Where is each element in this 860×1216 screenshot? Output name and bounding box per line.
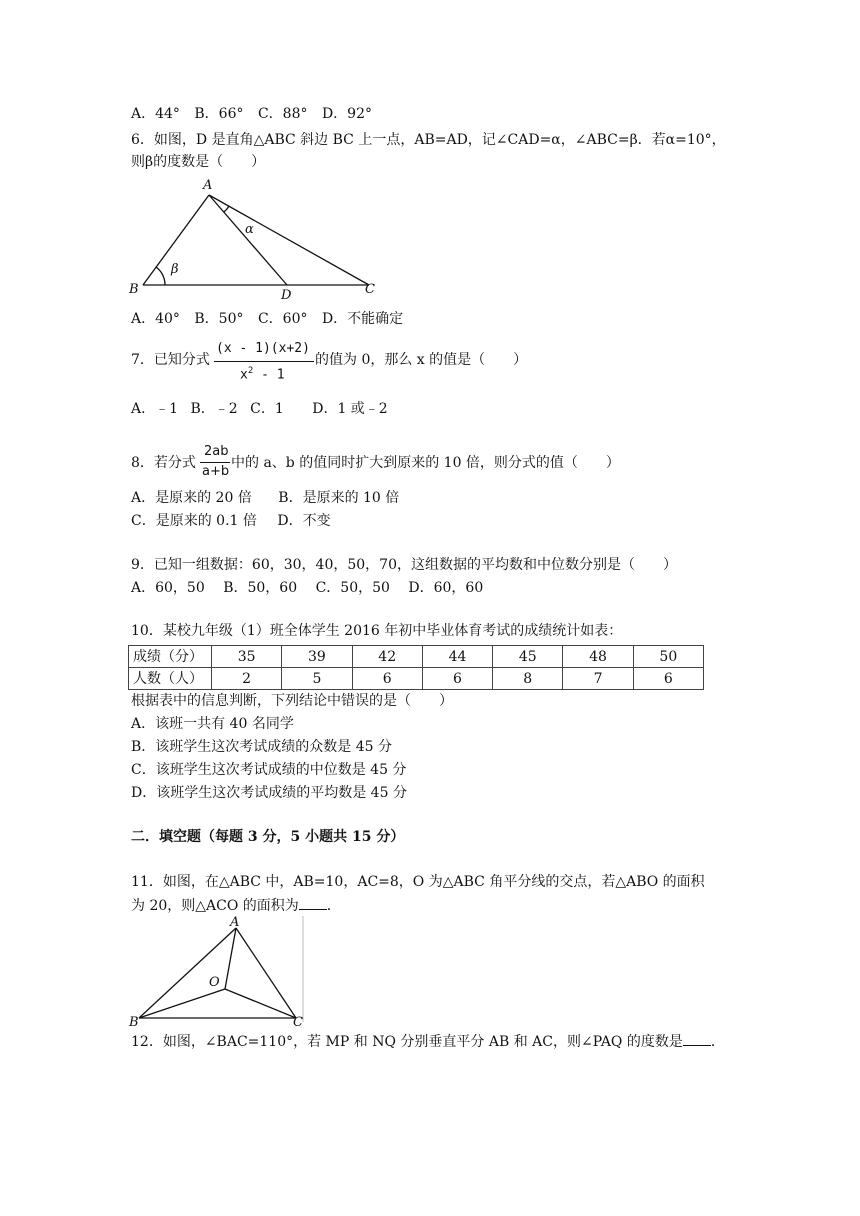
q12-end: ． [710, 1034, 725, 1050]
table-cell: 2 [212, 668, 282, 690]
q7-denominator-base: x [240, 367, 248, 383]
q8-option-c: C．是原来的 0.1 倍 [131, 513, 257, 529]
q8-denominator: a+b [202, 464, 230, 479]
q11-line2-end: ． [326, 898, 341, 914]
q9-option-d: D．60，60 [408, 580, 484, 596]
q6-label-a: A [203, 178, 213, 193]
q9-option-b: B．50，60 [223, 580, 298, 596]
table-row [129, 668, 704, 690]
q11-side-ac [236, 928, 296, 1018]
q7-suffix: 的值为 0，那么 x 的值是（ ） [315, 352, 528, 368]
table-header-count: 人数（人） [129, 668, 212, 690]
q5-option-a: A．44° [131, 106, 180, 122]
table-cell: 45 [493, 646, 563, 668]
q10-question: 根据表中的信息判断，下列结论中错误的是（ ） [131, 693, 453, 709]
q10-score-table [128, 645, 704, 690]
q10-option-b: B．该班学生这次考试成绩的众数是 45 分 [131, 739, 393, 755]
table-header-score: 成绩（分） [129, 646, 212, 668]
q11-stem-line1: 11．如图，在△ABC 中，AB=10，AC=8，O 为△ABC 角平分线的交点，若△ABO 的面积 [131, 874, 705, 890]
q9-stem: 9．已知一组数据：60，30，40，50，70，这组数据的平均数和中位数分别是（ ） [131, 557, 677, 573]
q10-option-a: A．该班一共有 40 名同学 [131, 716, 294, 732]
table-row [129, 646, 704, 668]
table-cell: 39 [282, 646, 352, 668]
q8-option-a: A．是原来的 20 倍 [131, 490, 252, 506]
q6-option-d: D．不能确定 [321, 311, 404, 327]
table-cell: 48 [563, 646, 633, 668]
q6-side-ac [209, 195, 369, 285]
table-cell: 6 [422, 668, 492, 690]
table-cell: 7 [563, 668, 633, 690]
table-cell: 50 [633, 646, 703, 668]
q7-option-a: A．﹣1 [131, 401, 179, 417]
q10-stem: 10．某校九年级（1）班全体学生 2016 年初中毕业体育考试的成绩统计如表： [131, 623, 623, 639]
q7-numerator: (x - 1)(x+2) [216, 341, 310, 356]
q7-denominator-rest: - 1 [253, 367, 285, 383]
q11-label-b: B [129, 1015, 139, 1030]
q9-options [131, 578, 483, 598]
q5-option-d: D．92° [321, 106, 372, 122]
q9-option-a: A．60，50 [131, 580, 205, 596]
q8-options-row2 [131, 511, 331, 531]
q8-option-b: B．是原来的 10 倍 [278, 490, 400, 506]
q12-stem [131, 1031, 725, 1052]
q8-options-row1 [131, 488, 399, 508]
q6-option-c: C．60° [257, 311, 308, 327]
q7-fraction-bar [214, 361, 314, 362]
q6-label-c: C [365, 282, 375, 297]
q6-stem-line2: 则β的度数是（ ） [131, 154, 266, 170]
q6-alpha-arc [224, 206, 229, 212]
q8-suffix: 中的 a、b 的值同时扩大到原来的 10 倍，则分式的值（ ） [231, 455, 620, 471]
table-cell: 6 [352, 668, 422, 690]
q7-option-d: D．1 或﹣2 [312, 401, 388, 417]
q6-options [131, 309, 403, 329]
q6-segment-ad [209, 195, 287, 285]
q6-beta-arc [156, 267, 165, 285]
q11-label-o: O [209, 975, 220, 990]
table-cell: 42 [352, 646, 422, 668]
q8-numerator: 2ab [204, 444, 229, 459]
q9-option-c: C．50，50 [315, 580, 390, 596]
q5-options [131, 104, 372, 124]
q5-option-b: B．66° [194, 106, 244, 122]
q8-prefix: 8．若分式 [131, 455, 196, 471]
q7-prefix: 7．已知分式 [131, 352, 210, 368]
q7-option-c: C．1 [250, 401, 284, 417]
section2-title: 二．填空题（每题 3 分，5 小题共 15 分） [131, 829, 405, 845]
q6-label-alpha: α [245, 222, 254, 237]
q6-option-a: A．40° [131, 311, 180, 327]
q8-fraction-bar [200, 462, 230, 463]
q11-side-ab [139, 928, 236, 1018]
q6-stem-line1: 6．如图，D 是直角△ABC 斜边 BC 上一点，AB=AD，记∠CAD=α，∠ABC=β．若α=10°， [131, 132, 726, 148]
q11-label-c: C [293, 1015, 303, 1030]
q7-options [131, 399, 388, 419]
q7-denominator [240, 366, 285, 382]
table-cell: 5 [282, 668, 352, 690]
q10-option-d: D．该班学生这次考试成绩的平均数是 45 分 [131, 785, 407, 801]
table-cell: 44 [422, 646, 492, 668]
q11-answer-blank [299, 895, 327, 910]
q6-triangle-diagram [125, 175, 385, 303]
q6-label-b: B [129, 282, 139, 297]
table-cell: 8 [493, 668, 563, 690]
q11-triangle-diagram [125, 914, 307, 1030]
table-cell: 35 [212, 646, 282, 668]
q11-label-a: A [230, 915, 240, 930]
q6-label-d: D [281, 288, 292, 303]
q11-stem-line2 [131, 895, 341, 916]
q11-segment-bo [139, 989, 225, 1018]
q12-text: 12．如图，∠BAC=110°，若 MP 和 NQ 分别垂直平分 AB 和 AC，则∠PAQ 的度数是 [131, 1034, 683, 1050]
q11-line2-text: 为 20，则△ACO 的面积为 [131, 898, 299, 914]
q7-option-b: B．﹣2 [190, 401, 238, 417]
q5-option-c: C．88° [257, 106, 308, 122]
q6-label-beta: β [171, 262, 179, 277]
q10-option-c: C．该班学生这次考试成绩的中位数是 45 分 [131, 762, 407, 778]
q8-option-d: D．不变 [277, 513, 331, 529]
q6-option-b: B．50° [194, 311, 244, 327]
q12-answer-blank [683, 1031, 711, 1046]
q11-segment-co [225, 989, 296, 1018]
q7-denominator-exp: 2 [247, 366, 254, 376]
table-cell: 6 [633, 668, 703, 690]
